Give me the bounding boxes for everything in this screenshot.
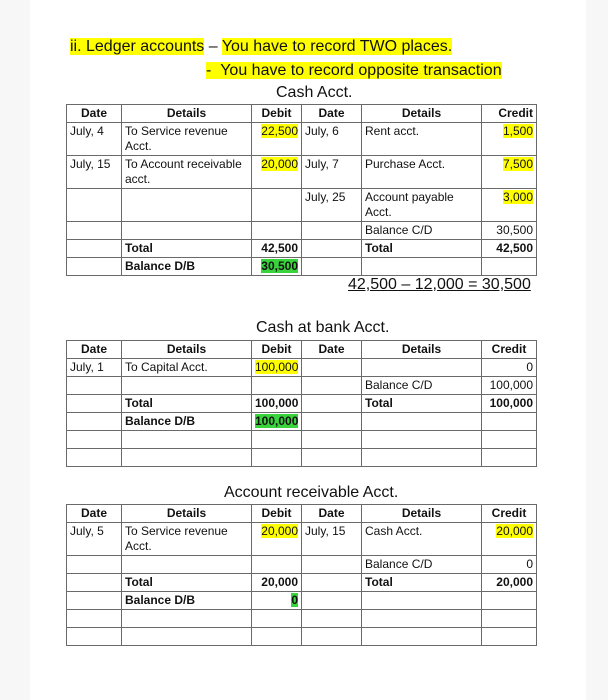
header-credit: Credit [482,105,537,123]
header-date-credit: Date [302,105,362,123]
cell-date-credit: July, 7 [302,156,362,189]
cell-details: To Account receivable acct. [122,156,252,189]
cell-empty [302,449,362,467]
table-row [67,431,537,449]
cell-details: Balance D/B [122,413,252,431]
table-header-row [67,105,537,123]
cell-date [67,258,122,276]
cell-date [67,395,122,413]
cell-credit [482,258,537,276]
cell-date [67,413,122,431]
cell-empty [362,431,482,449]
cell-date-credit [302,574,362,592]
table-row [67,123,537,156]
table-row [67,592,537,610]
table-row [67,258,537,276]
cell-details-credit: Cash Acct. [362,523,482,556]
cell-debit: 100,000 [252,359,302,377]
cell-details [122,556,252,574]
document-page [30,0,586,700]
cell-empty [252,628,302,646]
cell-details-credit [362,592,482,610]
cell-empty [302,628,362,646]
cell-empty [67,449,122,467]
cell-empty [122,628,252,646]
cash-account-table [66,104,537,276]
cell-empty [252,610,302,628]
header-credit: Credit [482,505,537,523]
cell-details: Total [122,240,252,258]
cell-date: July, 4 [67,123,122,156]
cell-date-credit: July, 25 [302,189,362,222]
cell-date-credit [302,377,362,395]
cell-date [67,377,122,395]
cell-credit: 42,500 [482,240,537,258]
table-header-row [67,505,537,523]
cell-empty [302,610,362,628]
header-date-credit: Date [302,341,362,359]
cell-credit: 1,500 [482,123,537,156]
table-row [67,240,537,258]
header-date-credit: Date [302,505,362,523]
cell-details: Total [122,395,252,413]
cell-debit: 30,500 [252,258,302,276]
cell-date [67,556,122,574]
cell-details-credit: Balance C/D [362,556,482,574]
cell-date [67,240,122,258]
cell-empty [482,610,537,628]
heading-dash: – [204,38,222,55]
cell-debit: 100,000 [252,395,302,413]
cell-credit: 0 [482,359,537,377]
cell-date-credit [302,222,362,240]
cell-empty [67,628,122,646]
cell-empty [122,449,252,467]
header-date: Date [67,505,122,523]
cell-details-credit: Purchase Acct. [362,156,482,189]
rule-two: You have to record opposite transaction [220,62,502,79]
table-row [67,610,537,628]
cell-date: July, 1 [67,359,122,377]
cell-credit: 100,000 [482,377,537,395]
cell-details: Balance D/B [122,258,252,276]
cell-details: To Capital Acct. [122,359,252,377]
cell-empty [302,431,362,449]
table-row [67,574,537,592]
cell-details-credit: Total [362,240,482,258]
cell-details-credit: Account payable Acct. [362,189,482,222]
cell-debit: 20,000 [252,523,302,556]
table-row [67,189,537,222]
header-details-credit: Details [362,341,482,359]
rule-one: You have to record TWO places. [221,38,453,55]
cell-details-credit [362,258,482,276]
cell-details-credit: Balance C/D [362,222,482,240]
cell-details: To Service revenue Acct. [122,523,252,556]
cell-credit: 20,000 [482,574,537,592]
cell-date-credit: July, 15 [302,523,362,556]
cell-details-credit: Balance C/D [362,377,482,395]
cell-credit: 3,000 [482,189,537,222]
cell-date-credit [302,395,362,413]
cell-details-credit: Total [362,574,482,592]
cell-empty [67,431,122,449]
cell-details [122,222,252,240]
header-debit: Debit [252,341,302,359]
cash-account-title: Cash Acct. [276,84,353,101]
header-details: Details [122,341,252,359]
cell-debit [252,377,302,395]
header-debit: Debit [252,105,302,123]
cell-date-credit [302,413,362,431]
header-credit: Credit [482,341,537,359]
table-row [67,395,537,413]
receivable-account-table [66,504,537,646]
cell-credit: 20,000 [482,523,537,556]
header-details-credit: Details [362,105,482,123]
cell-details-credit [362,413,482,431]
cell-credit [482,592,537,610]
cell-empty [482,628,537,646]
cell-credit [482,413,537,431]
header-date: Date [67,341,122,359]
header-date: Date [67,105,122,123]
cell-debit: 0 [252,592,302,610]
cell-date-credit [302,359,362,377]
cell-debit: 42,500 [252,240,302,258]
cell-debit: 22,500 [252,123,302,156]
cell-empty [482,449,537,467]
cell-empty [252,449,302,467]
bank-account-table [66,340,537,467]
cell-details [122,189,252,222]
header-details: Details [122,505,252,523]
cell-details: Total [122,574,252,592]
cell-empty [362,449,482,467]
receivable-account-title: Account receivable Acct. [224,484,399,501]
cell-date [67,189,122,222]
cell-details-credit: Total [362,395,482,413]
cell-date-credit: July, 6 [302,123,362,156]
cell-credit: 100,000 [482,395,537,413]
cell-date: July, 5 [67,523,122,556]
cell-details-credit: Rent acct. [362,123,482,156]
cell-date [67,222,122,240]
cell-empty [362,610,482,628]
heading-line-2 [206,62,502,80]
table-row [67,359,537,377]
cell-details-credit [362,359,482,377]
cell-date [67,592,122,610]
heading-line-1 [70,38,452,56]
heading-prefix: ii. Ledger accounts [70,38,205,55]
table-row [67,413,537,431]
cell-details: Balance D/B [122,592,252,610]
cell-empty [482,431,537,449]
cell-empty [362,628,482,646]
table-row [67,377,537,395]
cell-credit: 0 [482,556,537,574]
cell-credit: 7,500 [482,156,537,189]
cell-debit: 20,000 [252,574,302,592]
cell-empty [122,431,252,449]
table-header-row [67,341,537,359]
cell-date-credit [302,592,362,610]
table-row [67,523,537,556]
cell-empty [67,610,122,628]
header-details-credit: Details [362,505,482,523]
header-details: Details [122,105,252,123]
cell-credit: 30,500 [482,222,537,240]
cell-date-credit [302,556,362,574]
calculation-note: 42,500 – 12,000 = 30,500 [348,276,531,293]
table-row [67,156,537,189]
table-row [67,222,537,240]
cell-date [67,574,122,592]
cell-empty [122,610,252,628]
cell-debit [252,189,302,222]
table-row [67,449,537,467]
cell-debit: 100,000 [252,413,302,431]
cell-details [122,377,252,395]
cell-debit [252,222,302,240]
table-row [67,556,537,574]
table-row [67,628,537,646]
cell-debit: 20,000 [252,156,302,189]
cell-date-credit [302,240,362,258]
cell-debit [252,556,302,574]
cell-date-credit [302,258,362,276]
header-debit: Debit [252,505,302,523]
cell-date: July, 15 [67,156,122,189]
bank-account-title: Cash at bank Acct. [256,319,390,336]
bullet-dash: - [206,62,220,79]
cell-empty [252,431,302,449]
cell-details: To Service revenue Acct. [122,123,252,156]
